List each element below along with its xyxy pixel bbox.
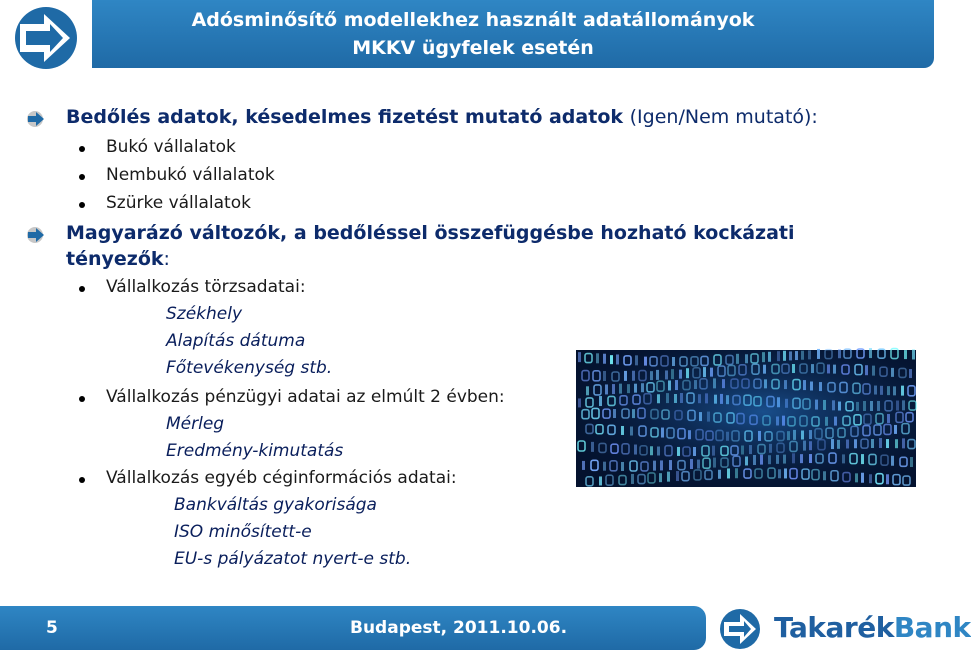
section1-heading: Bedőlés adatok, késedelmes fizetést mutató adatok (Igen/Nem mutató): <box>66 106 818 128</box>
bullet-dot-icon <box>79 477 85 483</box>
brand-name: TakarékBank <box>774 611 971 644</box>
group-label: Vállalkozás egyéb céginformációs adatai: <box>106 468 457 488</box>
bullet-dot-icon <box>79 396 85 402</box>
logo-arrow-icon <box>0 0 100 80</box>
sub-item: ISO minősített-e <box>174 522 312 542</box>
binary-code-image <box>576 350 916 487</box>
bullet-dot-icon <box>79 146 85 152</box>
page-number: 5 <box>46 618 58 638</box>
sub-item: Székhely <box>166 304 243 324</box>
group-label: Vállalkozás pénzügyi adatai az elmúlt 2 évben: <box>106 387 505 407</box>
bullet-dot-icon <box>79 286 85 292</box>
sub-item: Mérleg <box>166 414 225 434</box>
section2-heading-line1: Magyarázó változók, a bedőléssel összefüggésbe hozható kockázati <box>66 222 795 244</box>
title-line-1: Adósminősítő modellekhez használt adatállományok <box>191 9 755 31</box>
section-arrow-icon <box>26 226 46 244</box>
page-title <box>92 6 854 62</box>
sub-item: Bankváltás gyakorisága <box>174 495 377 515</box>
title-line-2: MKKV ügyfelek esetén <box>352 37 594 59</box>
list-item: Bukó vállalatok <box>106 137 236 157</box>
sub-item: Főtevékenység stb. <box>166 358 333 378</box>
footer-date: Budapest, 2011.10.06. <box>350 618 568 638</box>
brand-logo <box>712 604 971 653</box>
bullet-dot-icon <box>79 174 85 180</box>
list-item: Nembukó vállalatok <box>106 165 275 185</box>
section2-heading-line2: tényezők: <box>66 248 170 270</box>
section-arrow-icon <box>26 110 46 128</box>
group-label: Vállalkozás törzsadatai: <box>106 277 306 297</box>
logo-arrow-icon <box>716 608 766 650</box>
sub-item: EU-s pályázatot nyert-e stb. <box>174 549 412 569</box>
sub-item: Alapítás dátuma <box>166 331 306 351</box>
bullet-dot-icon <box>79 202 85 208</box>
list-item: Szürke vállalatok <box>106 193 251 213</box>
sub-item: Eredmény-kimutatás <box>166 441 344 461</box>
